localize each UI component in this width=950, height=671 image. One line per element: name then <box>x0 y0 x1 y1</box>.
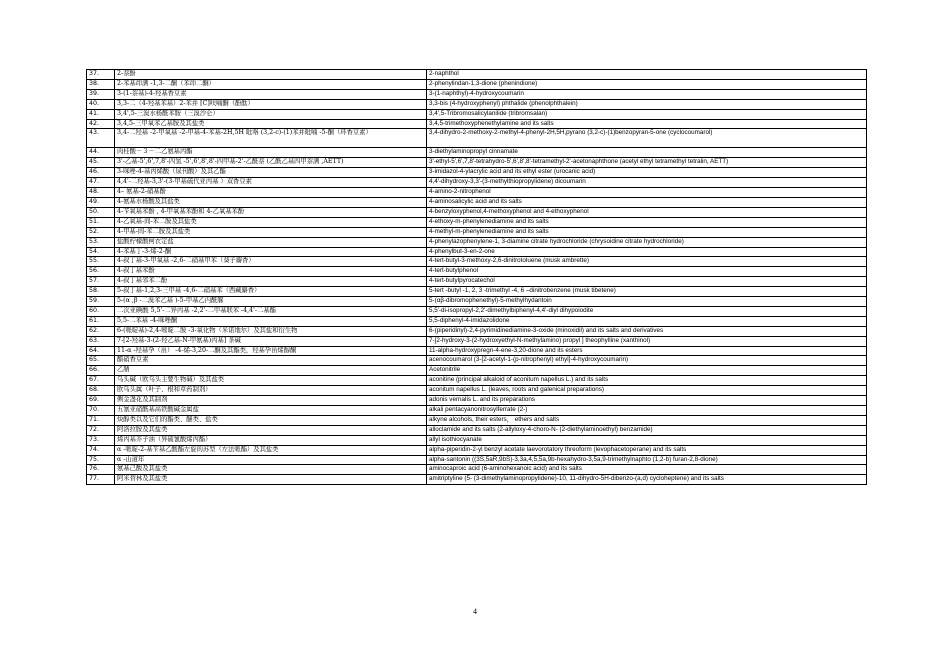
row-number: 38. <box>87 79 115 89</box>
chinese-name: 盐酸柠檬酸柯衣定盐 <box>115 237 427 247</box>
chinese-name: 乙腈 <box>115 366 427 376</box>
english-name: 4-tert-butylphenol <box>427 267 867 277</box>
chinese-name: 肉桂酸－３－二乙氨基丙酯 <box>115 148 427 158</box>
row-number: 47. <box>87 178 115 188</box>
row-number: 48. <box>87 188 115 198</box>
table-row <box>87 70 867 80</box>
table-row <box>87 79 867 89</box>
chinese-name: 3,3-二（4-羟基苯基）2-苯并 [C]呋喃酮（酚酞） <box>115 99 427 109</box>
english-name: 5,5'-di-isopropyl-2,2'-dimethylbiphenyl-4,4'-diyl dihypoiodite <box>427 306 867 316</box>
row-number: 53. <box>87 237 115 247</box>
table-row <box>87 267 867 277</box>
chinese-name: 4-氨基水杨酸及其盐类 <box>115 197 427 207</box>
row-number: 57. <box>87 277 115 287</box>
chinese-name: 4-叔丁基-3-甲氧基 -2,6-二硝基甲苯（葵子麝香） <box>115 257 427 267</box>
english-name: 6-(piperidinyl)-2,4-pyrimidinediamine-3-oxide (minoxidil) and its salts and derivatives <box>427 326 867 336</box>
row-number: 67. <box>87 376 115 386</box>
english-name: 3'-ethyl-5',6',7,8'-tetrahydro-5',6',8',8'-tetramethyl-2'-acetonaphthone (acetyl ethyl tetramethyl tetralin, AETT) <box>427 158 867 168</box>
english-name: 3-diethylaminopropyl cinnamate <box>427 148 867 158</box>
chinese-name: 4-叔丁基邻苯二酚 <box>115 277 427 287</box>
english-name: 3,4',5-Tribromosalicylanilide (tribromsalan) <box>427 109 867 119</box>
table-row <box>87 425 867 435</box>
table-row <box>87 207 867 217</box>
english-name: amitriptyline (5- (3-dimethylaminopropylidene)-10, 11-dihydro-5H-dibenzo-(a,d) cycloheptene) and its salts <box>427 475 867 485</box>
english-name: 4-tert-butyl-3-methoxy-2,6-dinitrotoluene (musk ambrette) <box>427 257 867 267</box>
chinese-name: α -山道年 <box>115 455 427 465</box>
chinese-name: 4-甲基-间-苯二胺及其盐类 <box>115 227 427 237</box>
table-row <box>87 396 867 406</box>
english-name: 4-phenylazophenylene-1, 3-diamine citrate hydrochloride (chrysoidine citrate hydrochloride) <box>427 237 867 247</box>
row-number: 68. <box>87 386 115 396</box>
table-row <box>87 306 867 316</box>
chinese-name: 五氰亚硝酰基高铁酸碱金属盐 <box>115 406 427 416</box>
chinese-name: 欧乌头属（叶子、根和草药制剂） <box>115 386 427 396</box>
english-name: 5-tert -butyl -1, 2, 3 -trimethyl -4, 6 –dinitrobenzene (musk tibetene) <box>427 287 867 297</box>
row-number: 76. <box>87 465 115 475</box>
english-name: Acetonitrile <box>427 366 867 376</box>
row-number: 74. <box>87 445 115 455</box>
chinese-name: 5-(α ,β -二溴苯乙基 )-5-甲基乙内酰脲 <box>115 297 427 307</box>
table-row <box>87 168 867 178</box>
chinese-name: α -哌啶-2-基苄基乙酸酯左旋的苏型（左法哌酯）及其盐类 <box>115 445 427 455</box>
chinese-name: 4,4'-二羟基-3,3'-(3-甲基硫代亚丙基 ）双香豆素 <box>115 178 427 188</box>
chinese-name: 11-α -羟基孕（甾） -4-烯-3,20-二酮及其酯类，羟基孕甾烯醇酮 <box>115 346 427 356</box>
row-number: 37. <box>87 70 115 80</box>
english-name: 4-benzyloxyphenol,4-methoxyphenol and 4-ethoxyphenol <box>427 207 867 217</box>
english-name: 4-ethoxy-m-phenylenediamine and its salts <box>427 217 867 227</box>
chinese-name: 3-(1-萘基)-4-羟基香豆素 <box>115 89 427 99</box>
table-row <box>87 99 867 109</box>
row-number: 55. <box>87 257 115 267</box>
chinese-name: 4-叔丁基苯酚 <box>115 267 427 277</box>
english-name: 3,4,5-trimethoxyphenethylamine and its salts <box>427 119 867 129</box>
table-row <box>87 356 867 366</box>
row-number: 58. <box>87 287 115 297</box>
english-name: alkali pentacyanonitrosylferrate (2-) <box>427 406 867 416</box>
chinese-name: 3,4-二羟基 -2-甲氧基 -2-甲基-4-苯基-2H,5H 吡咯 (3,2-c)-(1)苯并吡喃 -5-酮（环香豆素） <box>115 129 427 148</box>
chinese-name: 醋硝香豆素 <box>115 356 427 366</box>
chinese-name: 阿洛拉胺及其盐类 <box>115 425 427 435</box>
english-name: allyl isothiocyanate <box>427 435 867 445</box>
chinese-name: 6-(哌啶基)-2,4-嘧啶二胺 -3-氧化物（米诺地尔）及其盐和衍生物 <box>115 326 427 336</box>
chinese-name: 4– 氨基-2-硝基酚 <box>115 188 427 198</box>
table-row <box>87 346 867 356</box>
row-number: 41. <box>87 109 115 119</box>
table-row <box>87 188 867 198</box>
substances-table-container <box>86 69 866 485</box>
row-number: 66. <box>87 366 115 376</box>
row-number: 64. <box>87 346 115 356</box>
chinese-name: 乌头碱（欧乌头主要生物碱）及其盐类 <box>115 376 427 386</box>
table-row <box>87 178 867 188</box>
english-name: 5-(αβ-dibromophenethyl)-5-methylhydantoin <box>427 297 867 307</box>
chinese-name: 烯丙基芥子油（异硫氰酸烯丙酯） <box>115 435 427 445</box>
english-name: aconitine (principal alkaloid of aconitum napellus L.) and its salts <box>427 376 867 386</box>
table-row <box>87 148 867 158</box>
english-name: alpha-santonin ((3S,5aR,9bS)-3,3a,4,5,5a,9b-hexahydro-3,5a,9-trimethylnaphto (1,2-b) furan-2,8-dione) <box>427 455 867 465</box>
table-row <box>87 326 867 336</box>
table-row <box>87 197 867 207</box>
english-name: aminocaproic acid (6-aminohexanoic acid) and its salts <box>427 465 867 475</box>
row-number: 70. <box>87 406 115 416</box>
table-row <box>87 119 867 129</box>
chinese-name: 2-萘酚 <box>115 70 427 80</box>
chinese-name: 2-苯基茚满 -1,3-二酮（苯茚二酮） <box>115 79 427 89</box>
row-number: 72. <box>87 425 115 435</box>
table-row <box>87 247 867 257</box>
english-name: 5,5-diphenyl-4-imidazolidone <box>427 316 867 326</box>
row-number: 56. <box>87 267 115 277</box>
table-row <box>87 109 867 119</box>
english-name: 4-phenylbut-3-en-2-one <box>427 247 867 257</box>
row-number: 49. <box>87 197 115 207</box>
row-number: 73. <box>87 435 115 445</box>
english-name: aconitum napellus L. (leaves, roots and galenical preparations) <box>427 386 867 396</box>
row-number: 75. <box>87 455 115 465</box>
english-name: acenocoumarol (3-[2-acetyl-1-(p-nitrophenyl) ethyl]-4-hydroxycoumarin) <box>427 356 867 366</box>
row-number: 60. <box>87 306 115 316</box>
english-name: 11-alpha-hydroxypregn-4-ene-3,20-dione and its esters <box>427 346 867 356</box>
table-row <box>87 217 867 227</box>
chinese-name: 阿米替林及其盐类 <box>115 475 427 485</box>
table-row <box>87 376 867 386</box>
row-number: 44. <box>87 148 115 158</box>
english-name: 3,4-dihydro-2-methoxy-2-methyl-4-phenyl-2H,5H,pyrano (3,2-c)-(1)benzopyran-5-one (cyclocoumarol) <box>427 129 867 148</box>
table-row <box>87 129 867 148</box>
page-number: 4 <box>473 607 477 616</box>
row-number: 63. <box>87 336 115 346</box>
english-name: alpha-piperidin-2-yl benzyl acetate laevorotatory threoform (levophacetoperane) and its salts <box>427 445 867 455</box>
substances-table <box>86 69 867 485</box>
row-number: 54. <box>87 247 115 257</box>
table-row <box>87 257 867 267</box>
row-number: 40. <box>87 99 115 109</box>
row-number: 45. <box>87 158 115 168</box>
table-row <box>87 435 867 445</box>
chinese-name: 4-乙氧基-间-苯二胺及其盐类 <box>115 217 427 227</box>
row-number: 62. <box>87 326 115 336</box>
english-name: alkyne alcohols, their esters， ethers and salts <box>427 415 867 425</box>
table-row <box>87 415 867 425</box>
table-row <box>87 277 867 287</box>
chinese-name: 5,5-二苯基 -4-咪唑酮 <box>115 316 427 326</box>
chinese-name: 3-咪唑-4-基丙烯酸（尿刊酸）及其乙酯 <box>115 168 427 178</box>
row-number: 71. <box>87 415 115 425</box>
table-row <box>87 316 867 326</box>
row-number: 46. <box>87 168 115 178</box>
chinese-name: 7-[2-羟基-3-(2-羟乙基-N-甲氨基)丙基] 茶碱 <box>115 336 427 346</box>
table-body <box>87 70 867 485</box>
chinese-name: 3'-乙基-5',6',7,8'-四氢 -5',6',8',8'-四甲基-2'-乙酰萘 (乙酰乙基四甲萘满 ,AETT) <box>115 158 427 168</box>
english-name: 7-[2-hydroxy-3-(2-hydroxyethyl-N-methylamino) propyl ] theophylline (xanthinol) <box>427 336 867 346</box>
row-number: 59. <box>87 297 115 307</box>
row-number: 77. <box>87 475 115 485</box>
chinese-name: 侧金盏花及其制剂 <box>115 396 427 406</box>
english-name: 4,4'-dihydroxy-3,3'-(3-methylthiopropylidene) dicoumarin <box>427 178 867 188</box>
english-name: adonis vernalis L. and its preparations <box>427 396 867 406</box>
chinese-name: 3,4,5-三甲氧苯乙基胺及其盐类 <box>115 119 427 129</box>
english-name: 3,3-bis (4-hydroxyphenyl) phthalide (phenolphthalein) <box>427 99 867 109</box>
chinese-name: 3,4',5-三溴水杨酰苯胺（三溴沙仑） <box>115 109 427 119</box>
table-row <box>87 287 867 297</box>
english-name: 3-imidazol-4-ylacrylic acid and its ethyl ester (urocanic acid) <box>427 168 867 178</box>
row-number: 65. <box>87 356 115 366</box>
table-row <box>87 336 867 346</box>
chinese-name: 4-苯基丁-3-烯-2-酮 <box>115 247 427 257</box>
row-number: 42. <box>87 119 115 129</box>
table-row <box>87 366 867 376</box>
chinese-name: 5-叔丁基-1,2,3-三甲基 -4,6-二硝基苯（西藏麝香） <box>115 287 427 297</box>
table-row <box>87 158 867 168</box>
chinese-name: 4-苄氧基苯酚 , 4-甲氧基苯酚和 4-乙氧基苯酚 <box>115 207 427 217</box>
table-row <box>87 455 867 465</box>
english-name: 4-methyl-m-phenylenediamine and its salts <box>427 227 867 237</box>
table-row <box>87 406 867 416</box>
english-name: 3-(1-naphthyl)-4-hydroxycoumarin <box>427 89 867 99</box>
row-number: 43. <box>87 129 115 148</box>
chinese-name: 氨基己酸及其盐类 <box>115 465 427 475</box>
english-name: alloclamide and its salts (2-allyloxy-4-choro-N- (2-diethylaminoethyl) benzamide) <box>427 425 867 435</box>
row-number: 61. <box>87 316 115 326</box>
table-row <box>87 297 867 307</box>
chinese-name: 二次亚碘酸 5,5'-二异丙基 -2,2'-二甲基联苯 -4,4'-二基酯 <box>115 306 427 316</box>
english-name: 4-aminosalicylic acid and its salts <box>427 197 867 207</box>
table-row <box>87 89 867 99</box>
row-number: 50. <box>87 207 115 217</box>
row-number: 69. <box>87 396 115 406</box>
table-row <box>87 237 867 247</box>
row-number: 39. <box>87 89 115 99</box>
table-row <box>87 445 867 455</box>
table-row <box>87 475 867 485</box>
table-row <box>87 465 867 475</box>
table-row <box>87 386 867 396</box>
english-name: 4-amino-2-nitrophenol <box>427 188 867 198</box>
english-name: 2-naphthol <box>427 70 867 80</box>
english-name: 4-tert-butylpyrocatechol <box>427 277 867 287</box>
table-row <box>87 227 867 237</box>
chinese-name: 炔醇类以及它们的酯类、醚类、盐类 <box>115 415 427 425</box>
english-name: 2-phenylindan-1,3-dione (phenindione) <box>427 79 867 89</box>
row-number: 51. <box>87 217 115 227</box>
row-number: 52. <box>87 227 115 237</box>
